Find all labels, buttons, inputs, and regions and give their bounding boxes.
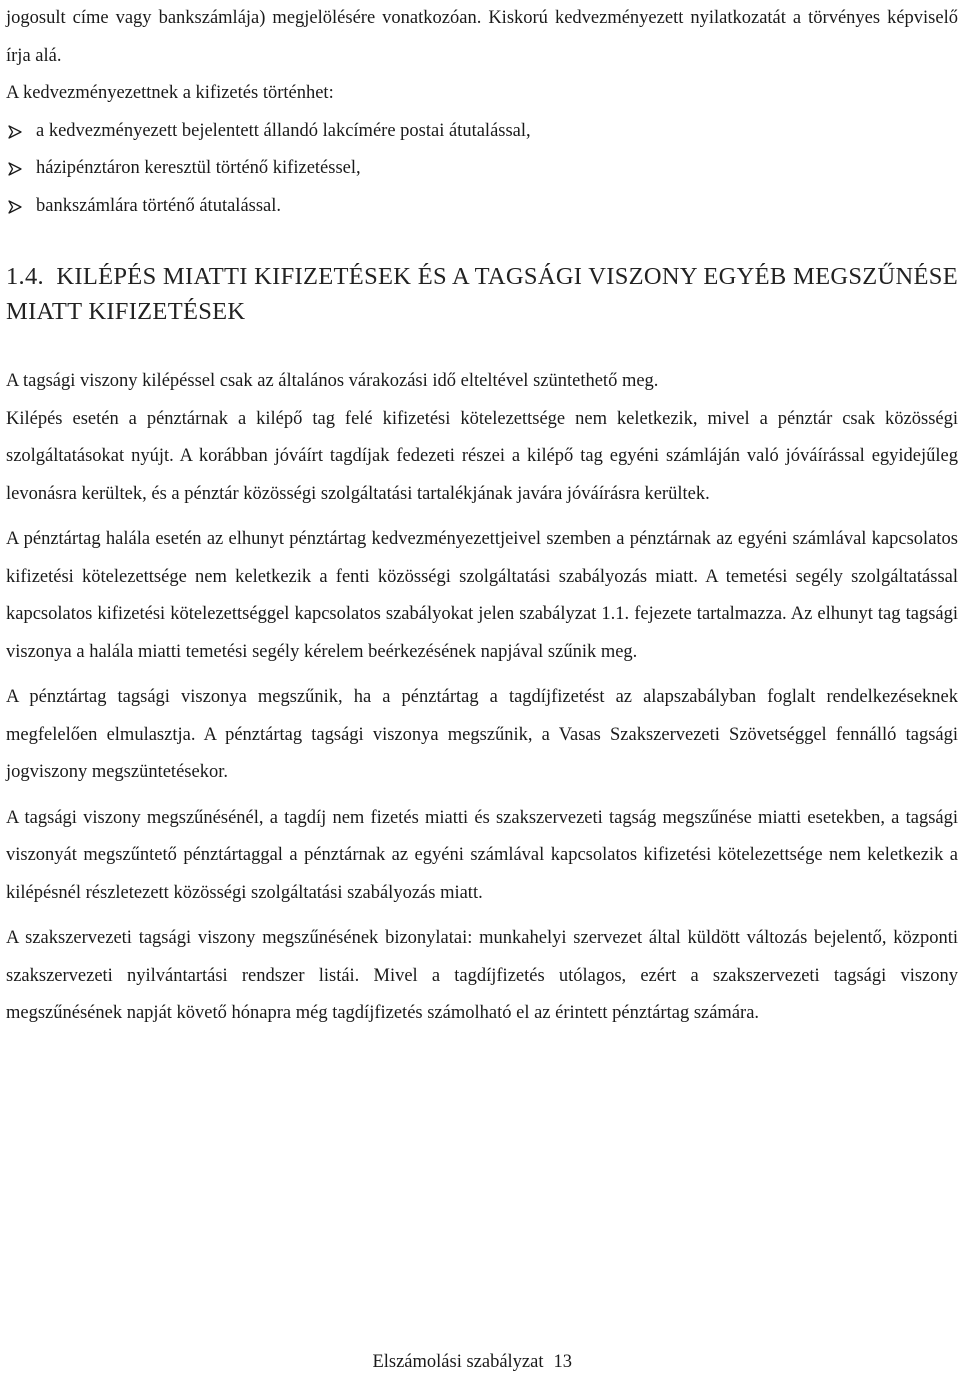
list-item-text: bankszámlára történő átutalással. [36, 195, 282, 216]
list-item [6, 188, 958, 226]
payment-methods-list [6, 113, 958, 226]
body-paragraph-5: A tagsági viszony megszűnésénél, a tagdíj nem fizetés miatti és szakszervezeti tagság megszűnése miatti esetekben, a tagsági viszonyát megszűntető pénztártaggal a pénztárnak az egyéni számlával kapcsolatos kifizetési kötelezettsége nem keletkezik a kilépésnél részletezett közösségi szolgáltatási szabályozás miatt. [6, 807, 958, 903]
document-page [6, 0, 958, 1033]
body-paragraph-2: Kilépés esetén a pénztárnak a kilépő tag felé kifizetési kötelezettsége nem keletkezik, mivel a pénztár csak közösségi szolgáltatásokat nyújt. A korábban jóváírt tagdíjak fedezeti részei a kilépő tag egyéni számláján való jóváírással egyidejűleg levonásra kerültek, és a pénztár közösségi szolgáltatási tartalékjának javára jóváírásra kerültek. [6, 408, 958, 504]
arrowhead-bullet-icon [8, 200, 22, 214]
payment-intro-paragraph: A kedvezményezettnek a kifizetés történhet: [6, 83, 334, 103]
section-number: 1.4. [6, 263, 44, 290]
section-title: KILÉPÉS MIATTI KIFIZETÉSEK ÉS A TAGSÁGI VISZONY EGYÉB MEGSZŰNÉSE MIATT KIFIZETÉSEK [6, 263, 958, 325]
list-item [6, 113, 958, 151]
arrowhead-bullet-icon [8, 125, 22, 139]
page-footer [0, 1350, 960, 1374]
list-item-text: házipénztáron keresztül történő kifizetéssel, [36, 158, 361, 178]
arrowhead-bullet-icon [8, 162, 22, 176]
body-paragraph-3: A pénztártag halála esetén az elhunyt pénztártag kedvezményezettjeivel szemben a pénztárnak az egyéni számlával kapcsolatos kifizetési kötelezettsége nem keletkezik a fenti közösségi szolgáltatási szabályozás miatt. A temetési segély szolgáltatással kapcsolatos kifizetési kötelezettséggel kapcsolatos szabályokat jelen szabályzat 1.1. fejezete tartalmazza. Az elhunyt tag tagsági viszonya a halála miatti temetési segély kérelem beérkezésének napjával szűnik meg. [6, 529, 958, 662]
body-paragraph-6: A szakszervezeti tagsági viszony megszűnésének bizonylatai: munkahelyi szervezet által küldött változás bejelentő, központi szakszervezeti nyilvántartási rendszer listái. Mivel a tagdíjfizetés utólagos, ezért a szakszervezeti tagsági viszony megszűnésének napját követő hónapra még tagdíjfizetés számolható el az érintett pénztártag számára. [6, 928, 958, 1023]
page-number: 13 [553, 1352, 572, 1372]
intro-paragraph: jogosult címe vagy bankszámlája) megjelölésére vonatkozóan. Kiskorú kedvezményezett nyilatkozatát a törvényes képviselő írja alá. [6, 8, 958, 66]
footer-doc-title: Elszámolási szabályzat [372, 1352, 544, 1372]
list-item [6, 150, 958, 188]
body-paragraph-1: A tagsági viszony kilépéssel csak az általános várakozási idő elteltével szüntethető meg. [6, 371, 659, 391]
list-item-text: a kedvezményezett bejelentett állandó lakcímére postai átutalással, [36, 120, 531, 141]
body-paragraph-4: A pénztártag tagsági viszonya megszűnik, ha a pénztártag a tagdíjfizetést az alapszabályban foglalt rendelkezéseknek megfelelően elmulasztja. A pénztártag tagsági viszonya megszűnik, a Vasas Szakszervezeti Szövetséggel fennálló tagsági jogviszony megszüntetésekor. [6, 687, 958, 782]
section-heading [6, 259, 958, 329]
